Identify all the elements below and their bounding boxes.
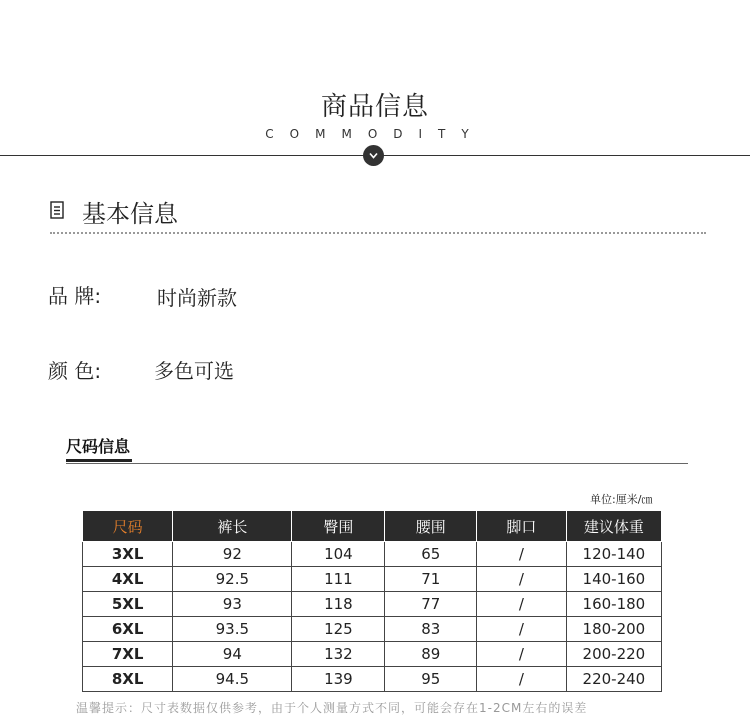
table-cell: 3XL <box>83 542 173 567</box>
size-note: 温馨提示：尺寸表数据仅供参考，由于个人测量方式不同，可能会存在1-2CM左右的误差 <box>76 701 588 715</box>
table-cell: 120-140 <box>566 542 661 567</box>
color-label: 颜 色: <box>48 359 102 383</box>
size-section-title: 尺码信息 <box>66 437 131 456</box>
table-cell: 83 <box>385 617 477 642</box>
table-row <box>83 542 662 567</box>
table-cell: 65 <box>385 542 477 567</box>
table-cell: 92 <box>173 542 292 567</box>
table-cell: 125 <box>292 617 385 642</box>
table-cell: 94 <box>173 642 292 667</box>
table-cell: 77 <box>385 592 477 617</box>
table-cell: 118 <box>292 592 385 617</box>
table-cell: 92.5 <box>173 567 292 592</box>
table-cell: / <box>477 542 567 567</box>
table-cell: 139 <box>292 667 385 692</box>
header-cell: 腰围 <box>385 511 477 542</box>
page-subtitle: COMMODITY <box>265 127 485 141</box>
table-cell: 180-200 <box>566 617 661 642</box>
table-cell: 5XL <box>83 592 173 617</box>
unit-label: 单位:厘米/㎝ <box>590 493 653 506</box>
table-row <box>83 567 662 592</box>
size-section-divider <box>66 463 688 464</box>
document-icon <box>50 201 64 219</box>
basic-info-title: 基本信息 <box>82 200 178 228</box>
size-title-underline <box>66 459 132 462</box>
brand-value: 时尚新款 <box>157 286 237 310</box>
chevron-down-icon <box>363 145 384 166</box>
table-row <box>83 642 662 667</box>
table-cell: 71 <box>385 567 477 592</box>
table-cell: 220-240 <box>566 667 661 692</box>
table-cell: 95 <box>385 667 477 692</box>
table-row <box>83 617 662 642</box>
table-cell: 8XL <box>83 667 173 692</box>
table-cell: 140-160 <box>566 567 661 592</box>
color-value: 多色可选 <box>154 359 234 383</box>
table-cell: 160-180 <box>566 592 661 617</box>
header-cell: 尺码 <box>83 511 173 542</box>
table-cell: 93 <box>173 592 292 617</box>
table-cell: / <box>477 567 567 592</box>
header-cell: 裤长 <box>173 511 292 542</box>
table-cell: 94.5 <box>173 667 292 692</box>
table-cell: 132 <box>292 642 385 667</box>
table-cell: 6XL <box>83 617 173 642</box>
table-row <box>83 592 662 617</box>
size-table <box>82 510 662 692</box>
table-cell: / <box>477 617 567 642</box>
table-cell: 111 <box>292 567 385 592</box>
table-row <box>83 667 662 692</box>
brand-label: 品 牌: <box>48 284 102 308</box>
table-cell: / <box>477 642 567 667</box>
page-title: 商品信息 <box>320 92 429 122</box>
header-cell: 脚口 <box>477 511 567 542</box>
dotted-divider <box>50 232 706 234</box>
table-cell: 200-220 <box>566 642 661 667</box>
size-table-header <box>83 511 662 542</box>
table-cell: / <box>477 592 567 617</box>
header-cell: 臀围 <box>292 511 385 542</box>
table-cell: 104 <box>292 542 385 567</box>
table-cell: / <box>477 667 567 692</box>
table-cell: 93.5 <box>173 617 292 642</box>
table-cell: 4XL <box>83 567 173 592</box>
table-cell: 89 <box>385 642 477 667</box>
header-cell: 建议体重 <box>566 511 661 542</box>
table-cell: 7XL <box>83 642 173 667</box>
